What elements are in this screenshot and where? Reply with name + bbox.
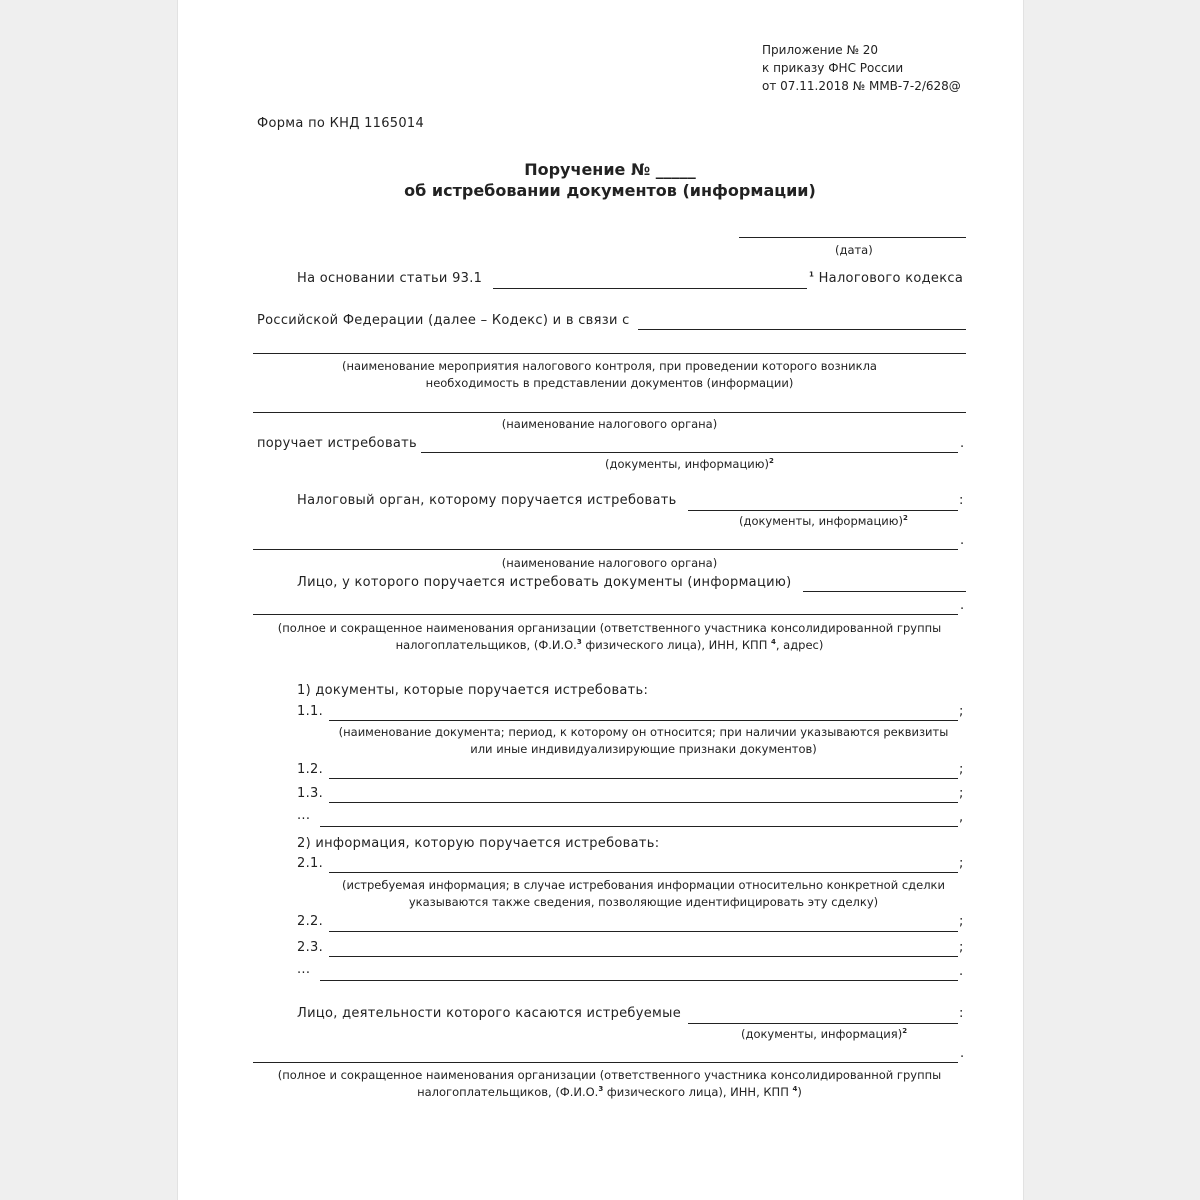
activity-colon: : [959,1006,964,1021]
info-item-2-label: 2.2. [297,914,324,929]
tax-authority-field[interactable] [253,412,966,413]
info-item-1-label: 2.1. [297,856,324,871]
footnote-1: 1 [809,270,815,279]
tax-authority-hint-2: (наименование налогового органа) [501,556,718,570]
person-text: Лицо, у которого поручается истребовать документы (информацию) [297,575,792,590]
info-item-3-label: 2.3. [297,940,324,955]
basis-article-field[interactable] [493,288,807,289]
docs-item-1-semicolon: ; [959,704,964,719]
docs-heading: 1) документы, которые поручается истребовать: [297,683,649,698]
info-hint-2: указываются также сведения, позволяющие идентифицировать эту сделку) [408,895,879,909]
info-item-3-semicolon: ; [959,940,964,955]
appendix-line-2: к приказу ФНС России [762,61,904,75]
last-hint-1: (полное и сокращенное наименования организации (ответственного участника консолидированной группы [277,1068,942,1082]
docs-item-1-label: 1.1. [297,704,324,719]
authority-docs-hint-text: (документы, информацию) [739,514,903,528]
info-item-3-field[interactable] [329,956,958,957]
date-hint: (дата) [835,243,873,257]
footnote-2b: 2 [902,514,908,523]
orders-docs-field[interactable] [421,452,958,453]
appendix-line-1: Приложение № 20 [762,43,879,57]
footnote-4b: 4 [792,1085,798,1094]
document-title-line-2: об истребовании документов (информации) [404,181,816,200]
person-hint-2b: физического лица), ИНН, КПП [581,638,771,652]
authority-docs-hint [739,514,908,528]
authority-docs-field[interactable] [688,510,958,511]
last-hint-2 [253,1084,966,1101]
footnote-4: 4 [771,638,776,647]
basis-suffix-text: Налогового кодекса [818,271,964,286]
event-field-1[interactable] [638,329,966,330]
last-hint-2a: налогоплательщиков, (Ф.И.О. [417,1085,599,1099]
docs-ellipsis: ... [297,808,311,823]
activity-docs-field[interactable] [688,1023,958,1024]
info-item-more-field[interactable] [320,980,958,981]
docs-item-3-semicolon: ; [959,786,964,801]
last-hint-2c: ) [797,1085,802,1099]
docs-item-2-field[interactable] [329,778,958,779]
docs-item-1-field[interactable] [329,720,958,721]
doc-hint-2: или иные индивидуализирующие признаки документов) [470,742,817,756]
document-title-line-1: Поручение № _____ [524,160,696,179]
tax-authority-hint: (наименование налогового органа) [501,417,718,431]
docs-info-hint [605,457,774,471]
person-hint-2a: налогоплательщиков, (Ф.И.О. [395,638,577,652]
activity-docs-hint [741,1027,907,1041]
info-heading: 2) информация, которую поручается истребовать: [297,836,660,851]
date-field[interactable] [739,237,966,238]
footnote-2: 2 [768,457,774,466]
basis-line-2: Российской Федерации (далее – Кодекс) и в связи с [257,313,630,328]
docs-item-2-semicolon: ; [959,762,964,777]
event-hint-1: (наименование мероприятия налогового контроля, при проведении которого возникла [342,359,877,373]
authority-colon: : [959,493,964,508]
doc-hint-1: (наименование документа; период, к которому он относится; при наличии указываются реквизиты [338,725,949,739]
docs-info-hint-text: (документы, информацию) [605,457,769,471]
footnote-3: 3 [576,638,582,647]
info-item-2-semicolon: ; [959,914,964,929]
docs-item-3-field[interactable] [329,802,958,803]
docs-item-2-label: 1.2. [297,762,324,777]
docs-item-more-field[interactable] [320,826,958,827]
basis-prefix: На основании статьи 93.1 [297,271,483,286]
info-ellipsis: ... [297,962,311,977]
info-more-dot: . [959,964,964,979]
activity-person-field[interactable] [253,1062,958,1063]
person-hint-1: (полное и сокращенное наименования организации (ответственного участника консолидированной группы [277,621,942,635]
event-field-2[interactable] [253,353,966,354]
info-item-1-semicolon: ; [959,856,964,871]
activity-text: Лицо, деятельности которого касаются истребуемые [297,1006,681,1021]
event-hint-2: необходимость в представлении документов (информации) [425,376,794,390]
authority-text: Налоговый орган, которому поручается истребовать [297,493,677,508]
info-item-1-field[interactable] [329,872,958,873]
form-code: Форма по КНД 1165014 [257,116,425,131]
last-hint-2b: физического лица), ИНН, КПП [603,1085,793,1099]
appendix-line-3: от 07.11.2018 № ММВ-7-2/628@ [762,79,961,93]
activity-docs-hint-text: (документы, информация) [741,1027,903,1041]
authority-name-dot: . [960,533,965,548]
person-dot: . [960,598,965,613]
basis-suffix [809,271,963,286]
person-hint-2 [253,637,966,654]
info-hint-1: (истребуемая информация; в случае истребования информации относительно конкретной сделки [342,878,945,892]
activity-person-dot: . [960,1046,965,1061]
authority-name-field[interactable] [253,549,958,550]
info-item-2-field[interactable] [329,931,958,932]
orders-dot: . [960,436,965,451]
person-hint-2c: , адрес) [775,638,824,652]
docs-more-comma: , [959,810,964,825]
footnote-3b: 3 [598,1085,604,1094]
docs-item-3-label: 1.3. [297,786,324,801]
footnote-2c: 2 [902,1027,908,1036]
orders-text: поручает истребовать [257,436,418,451]
person-field-2[interactable] [253,614,958,615]
person-field-1[interactable] [803,591,966,592]
